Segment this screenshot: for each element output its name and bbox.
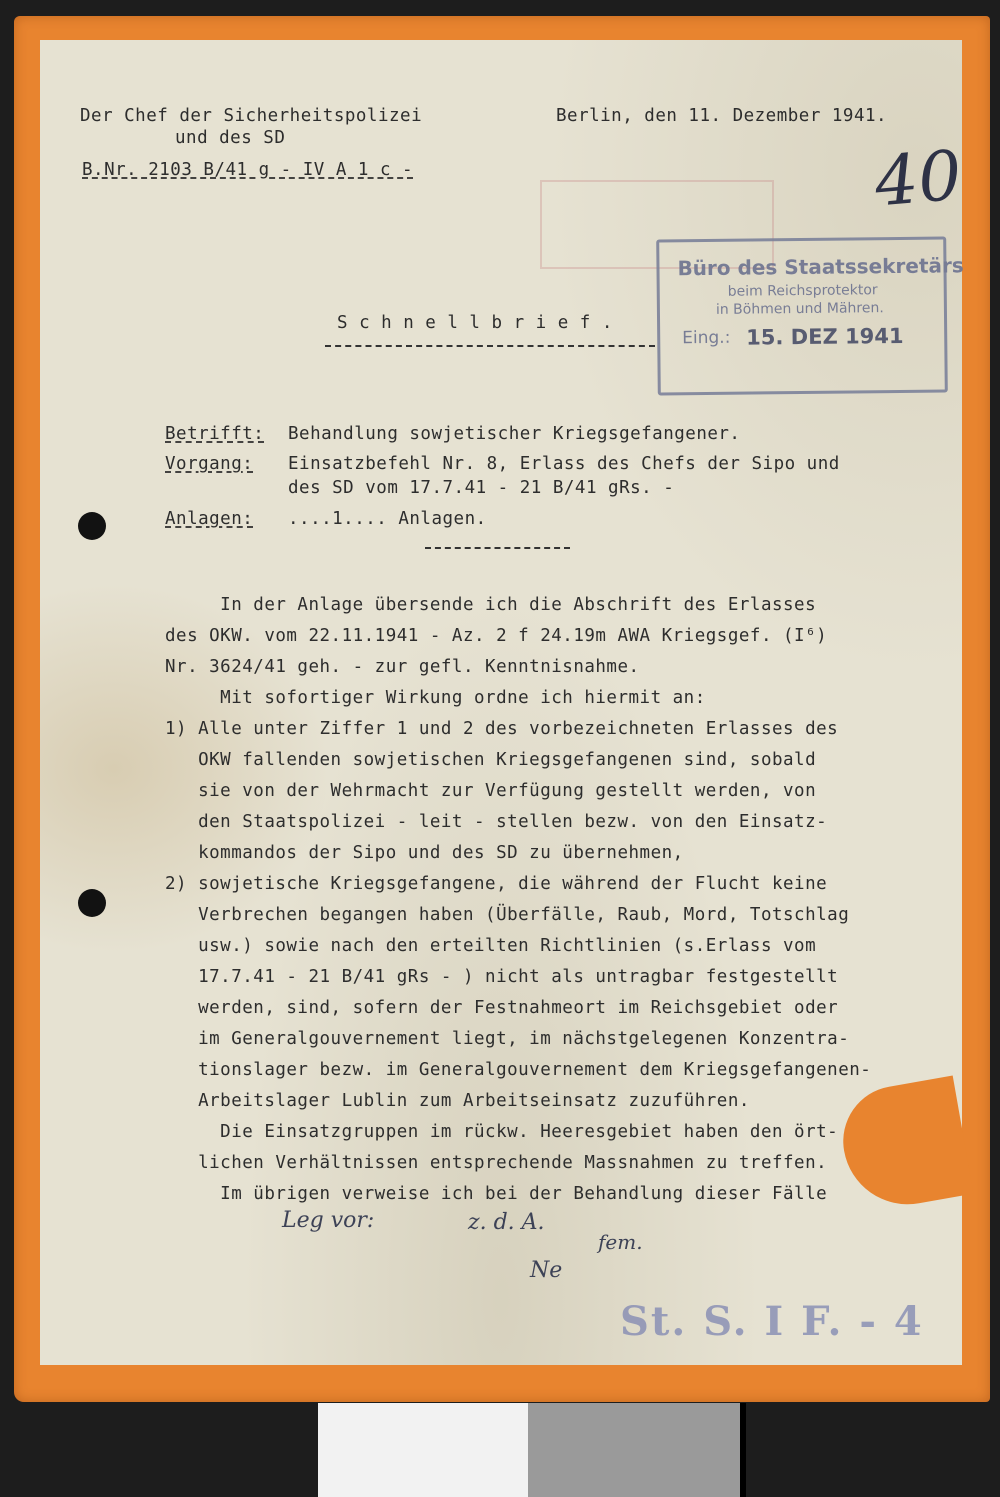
title-underline [325, 345, 655, 347]
body-line: OKW fallenden sowjetischen Kriegsgefangenen sind, sobald [165, 750, 817, 770]
body-line: lichen Verhältnissen entsprechende Massnahmen zu treffen. [165, 1153, 828, 1173]
body-line: Verbrechen begangen haben (Überfälle, Raub, Mord, Totschlag [165, 905, 850, 925]
subject-label: Betrifft: [165, 424, 265, 444]
page-number-handwritten: 40 [871, 136, 965, 223]
received-stamp [656, 236, 964, 395]
prior-line-2: des SD vom 17.7.41 - 21 B/41 gRs. - [288, 478, 675, 498]
stamp-received-date: 15. DEZ 1941 [746, 323, 904, 350]
body-line: Im übrigen verweise ich bei der Behandlung dieser Fälle [165, 1184, 828, 1204]
stamp-line-3: in Böhmen und Mähren. [715, 300, 884, 318]
body-line: Mit sofortiger Wirkung ordne ich hiermit an: [165, 688, 706, 708]
torn-corner [834, 1075, 973, 1214]
color-calibration-black [740, 1403, 746, 1497]
body-line: usw.) sowie nach den erteilten Richtlinien (s.Erlass vom [165, 936, 817, 956]
subject-text: Behandlung sowjetischer Kriegsgefangener. [288, 424, 741, 444]
reference-number: B.Nr. 2103 B/41 g - IV A 1 c - [82, 160, 414, 180]
body-line: sie von der Wehrmacht zur Verfügung gestellt werden, von [165, 781, 817, 801]
body-line: kommandos der Sipo und des SD zu übernehmen, [165, 843, 684, 863]
body-line: werden, sind, sofern der Festnahmeort im Reichsgebiet oder [165, 998, 839, 1018]
body-line: tionslager bezw. im Generalgouvernement dem Kriegsgefangenen- [165, 1060, 872, 1080]
sender-line-2: und des SD [175, 128, 286, 148]
body-line: 17.7.41 - 21 B/41 gRs - ) nicht als untragbar festgestellt [165, 967, 839, 987]
body-line: im Generalgouvernement liegt, im nächstgelegenen Konzentra- [165, 1029, 850, 1049]
document-page [40, 40, 965, 1365]
body-line: Die Einsatzgruppen im rückw. Heeresgebiet haben den ört- [165, 1122, 839, 1142]
stamp-received-label: Eing.: [682, 327, 731, 349]
prior-line-1: Einsatzbefehl Nr. 8, Erlass des Chefs der Sipo und [288, 454, 840, 474]
attachments-label: Anlagen: [165, 509, 254, 529]
handwritten-note-3: fem. [598, 1230, 643, 1254]
color-calibration-grey [528, 1403, 740, 1497]
stamp-line-1: Büro des Staatssekretärs [677, 253, 964, 281]
attachments-text: ....1.... Anlagen. [288, 509, 487, 529]
body-line: des OKW. vom 22.11.1941 - Az. 2 f 24.19m AWA Kriegsgef. (I⁶) [165, 626, 828, 646]
body-line: Nr. 3624/41 geh. - zur gefl. Kenntnisnahme. [165, 657, 640, 677]
body-line: 1) Alle unter Ziffer 1 und 2 des vorbezeichneten Erlasses des [165, 719, 839, 739]
sender-line-1: Der Chef der Sicherheitspolizei [80, 106, 423, 126]
handwritten-initial: Ne [530, 1258, 563, 1283]
handwritten-note-2: z. d. A. [468, 1210, 545, 1235]
prior-label: Vorgang: [165, 454, 254, 474]
registry-stamp: St. S. I F. - 4 [620, 1298, 924, 1345]
section-divider [425, 547, 570, 549]
body-line: 2) sowjetische Kriegsgefangene, die während der Flucht keine [165, 874, 828, 894]
document-title: S c h n e l l b r i e f . [337, 313, 613, 333]
place-date: Berlin, den 11. Dezember 1941. [556, 106, 888, 126]
punch-hole [78, 889, 106, 917]
color-calibration-white [318, 1403, 528, 1497]
stamp-line-2: beim Reichsprotektor [727, 282, 878, 300]
handwritten-note-1: Leg vor: [282, 1208, 375, 1233]
body-line: den Staatspolizei - leit - stellen bezw. von den Einsatz- [165, 812, 828, 832]
punch-hole [78, 512, 106, 540]
body-line: Arbeitslager Lublin zum Arbeitseinsatz zuzuführen. [165, 1091, 750, 1111]
body-line: In der Anlage übersende ich die Abschrift des Erlasses [165, 595, 817, 615]
